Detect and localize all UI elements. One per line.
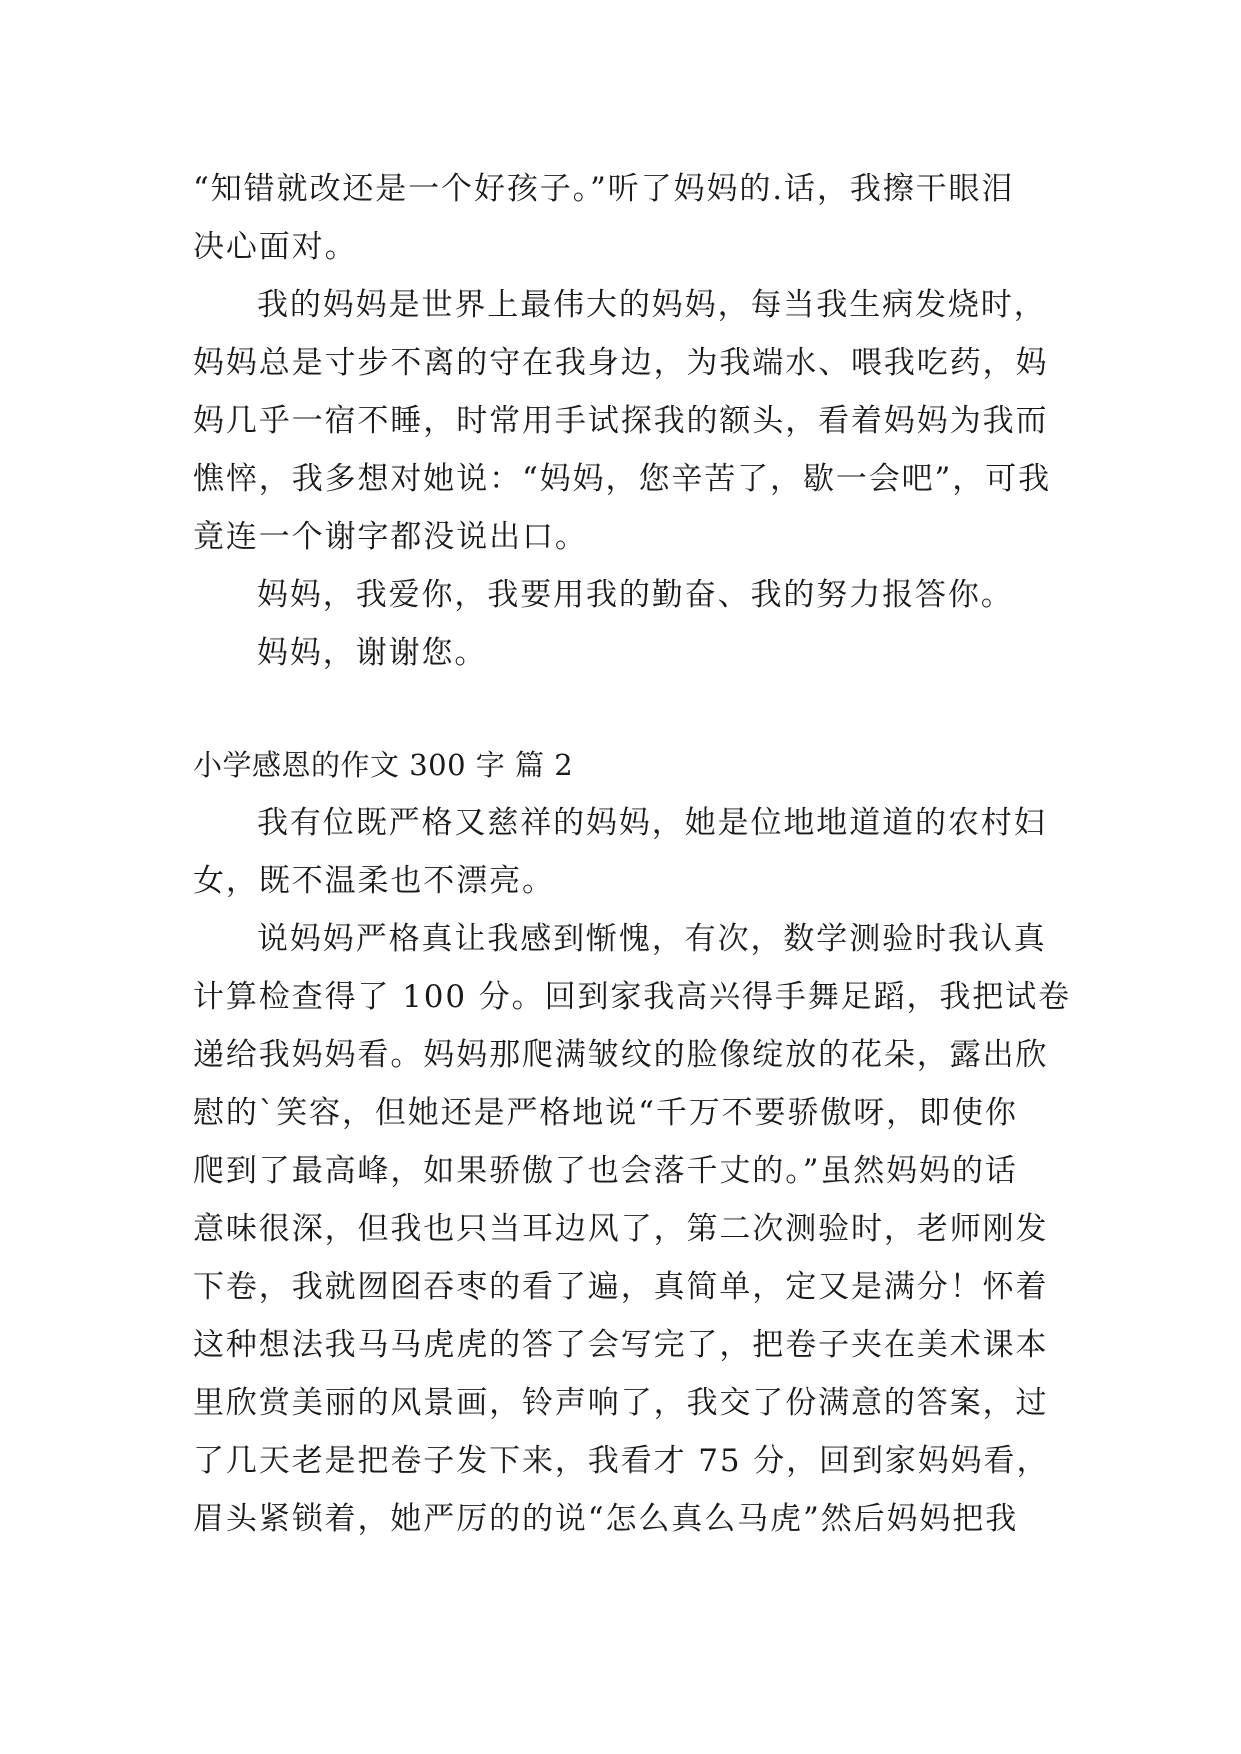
- text-line: 女，既不温柔也不漂亮。: [193, 863, 555, 899]
- text-line: 了几天老是把卷子发下来，我看才 75 分，回到家妈妈看，: [193, 1443, 1050, 1479]
- text-line: 我的妈妈是世界上最伟大的妈妈，每当我生病发烧时，: [257, 287, 1047, 323]
- paragraph-strict-kind-mother: [193, 794, 1063, 910]
- text-line: 竟连一个谢字都没说出口。: [193, 519, 588, 555]
- text-line: 决心面对。: [193, 229, 358, 265]
- text-line: 这种想法我马马虎虎的答了会写完了，把卷子夹在美术课本: [193, 1327, 1049, 1363]
- section-heading: 小学感恩的作文 300 字 篇 2: [193, 748, 574, 782]
- document-body: [193, 160, 1071, 1548]
- text-line: 妈几乎一宿不睡，时常用手试探我的额头，看着妈妈为我而: [193, 403, 1049, 439]
- text-line: “知错就改还是一个好孩子。”听了妈妈的.话，我擦干眼泪: [193, 171, 1015, 207]
- paragraph-thanks: [193, 624, 1063, 682]
- text-line: 妈妈，谢谢您。: [257, 635, 488, 671]
- paragraph-continued: [193, 160, 1063, 276]
- paragraph-mother-care: [193, 276, 1063, 566]
- text-line: 里欣赏美丽的风景画，铃声响了，我交了份满意的答案，过: [193, 1385, 1049, 1421]
- paragraph-test-story: [193, 910, 1071, 1548]
- text-line: 意味很深，但我也只当耳边风了，第二次测验时，老师刚发: [193, 1211, 1049, 1247]
- text-line: 妈妈，我爱你，我要用我的勤奋、我的努力报答你。: [257, 577, 1014, 613]
- text-line: 递给我妈妈看。妈妈那爬满皱纹的脸像绽放的花朵，露出欣: [193, 1037, 1049, 1073]
- text-line: 下卷，我就囫囵吞枣的看了遍，真简单，定又是满分！怀着: [193, 1269, 1049, 1305]
- text-line: 说妈妈严格真让我感到惭愧，有次，数学测验时我认真: [257, 921, 1047, 957]
- text-line: 慰的`笑容，但她还是严格地说“千万不要骄傲呀，即使你: [193, 1095, 1018, 1131]
- text-line: 爬到了最高峰，如果骄傲了也会落千丈的。”虽然妈妈的话: [193, 1153, 1018, 1189]
- text-line: 眉头紧锁着，她严厉的的说“怎么真么马虎”然后妈妈把我: [193, 1501, 1019, 1537]
- section-gap: [193, 682, 1063, 736]
- paragraph-love: [193, 566, 1063, 624]
- text-line: 妈妈总是寸步不离的守在我身边，为我端水、喂我吃药，妈: [193, 345, 1049, 381]
- text-line: 憔悴，我多想对她说：“妈妈，您辛苦了，歇一会吧”，可我: [193, 461, 1051, 497]
- text-line: 我有位既严格又慈祥的妈妈，她是位地地道道的农村妇: [257, 805, 1047, 841]
- text-line: 计算检查得了 100 分。回到家我高兴得手舞足蹈，我把试卷: [193, 979, 1071, 1015]
